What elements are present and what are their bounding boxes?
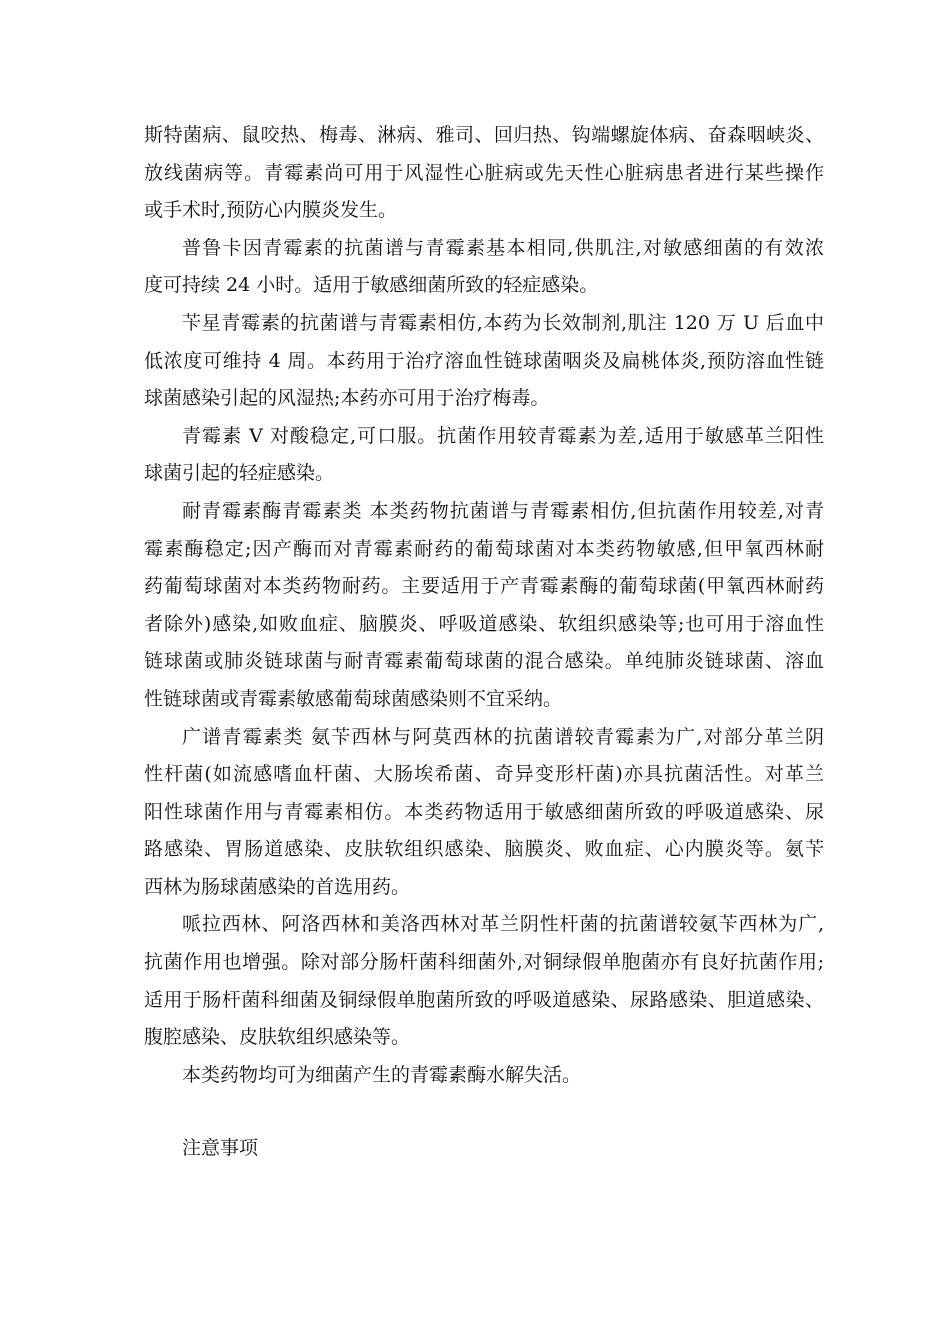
text-line: 腹腔感染、皮肤软组织感染等。	[144, 1026, 411, 1049]
paragraph-first-line: 苄星青霉素的抗菌谱与青霉素相仿,本药为长效制剂,肌注 120 万 U 后血中	[182, 311, 824, 334]
paragraph-first-line: 哌拉西林、阿洛西林和美洛西林对革兰阴性杆菌的抗菌谱较氨苄西林为广,	[182, 913, 824, 936]
text-line: 者除外)感染,如败血症、脑膜炎、呼吸道感染、软组织感染等;也可用于溶血性	[144, 612, 824, 635]
paragraph-first-line: 耐青霉素酶青霉素类 本类药物抗菌谱与青霉素相仿,但抗菌作用较差,对青	[182, 499, 824, 522]
section-heading: 注意事项	[182, 1137, 259, 1160]
text-line: 性链球菌或青霉素敏感葡萄球菌感染则不宜采纳。	[144, 687, 563, 710]
text-line: 药葡萄球菌对本类药物耐药。主要适用于产青霉素酶的葡萄球菌(甲氧西林耐药	[144, 575, 824, 598]
document-page	[144, 117, 824, 1168]
text-line: 阳性球菌作用与青霉素相仿。本类药物适用于敏感细菌所致的呼吸道感染、尿	[144, 800, 824, 823]
text-line: 适用于肠杆菌科细菌及铜绿假单胞菌所致的呼吸道感染、尿路感染、胆道感染、	[144, 988, 824, 1011]
text-line: 抗菌作用也增强。除对部分肠杆菌科细菌外,对铜绿假单胞菌亦有良好抗菌作用;	[144, 951, 824, 974]
paragraph-first-line: 普鲁卡因青霉素的抗菌谱与青霉素基本相同,供肌注,对敏感细菌的有效浓	[182, 236, 824, 259]
text-line: 球菌感染引起的风湿热;本药亦可用于治疗梅毒。	[144, 387, 550, 410]
text-line: 放线菌病等。青霉素尚可用于风湿性心脏病或先天性心脏病患者进行某些操作	[144, 161, 824, 184]
text-line: 链球菌或肺炎链球菌与耐青霉素葡萄球菌的混合感染。单纯肺炎链球菌、溶血	[144, 650, 824, 673]
text-line: 霉素酶稳定;因产酶而对青霉素耐药的葡萄球菌对本类药物敏感,但甲氧西林耐	[144, 537, 824, 560]
text-line: 性杆菌(如流感嗜血杆菌、大肠埃希菌、奇异变形杆菌)亦具抗菌活性。对革兰	[144, 763, 824, 786]
section-spacer	[144, 1094, 824, 1130]
text-line: 球菌引起的轻症感染。	[144, 462, 335, 485]
text-line: 度可持续 24 小时。适用于敏感细菌所致的轻症感染。	[144, 274, 599, 297]
paragraph-first-line: 广谱青霉素类 氨苄西林与阿莫西林的抗菌谱较青霉素为广,对部分革兰阴	[182, 725, 824, 748]
text-line: 路感染、胃肠道感染、皮肤软组织感染、脑膜炎、败血症、心内膜炎等。氨苄	[144, 838, 824, 861]
paragraph-first-line: 本类药物均可为细菌产生的青霉素酶水解失活。	[182, 1063, 582, 1086]
text-line: 低浓度可维持 4 周。本药用于治疗溶血性链球菌咽炎及扁桃体炎,预防溶血性链	[144, 349, 824, 372]
text-line: 或手术时,预防心内膜炎发生。	[144, 199, 398, 222]
paragraph-first-line: 青霉素 V 对酸稳定,可口服。抗菌作用较青霉素为差,适用于敏感革兰阳性	[182, 424, 824, 447]
text-line: 西林为肠球菌感染的首选用药。	[144, 875, 411, 898]
text-line: 斯特菌病、鼠咬热、梅毒、淋病、雅司、回归热、钩端螺旋体病、奋森咽峡炎、	[144, 124, 824, 146]
